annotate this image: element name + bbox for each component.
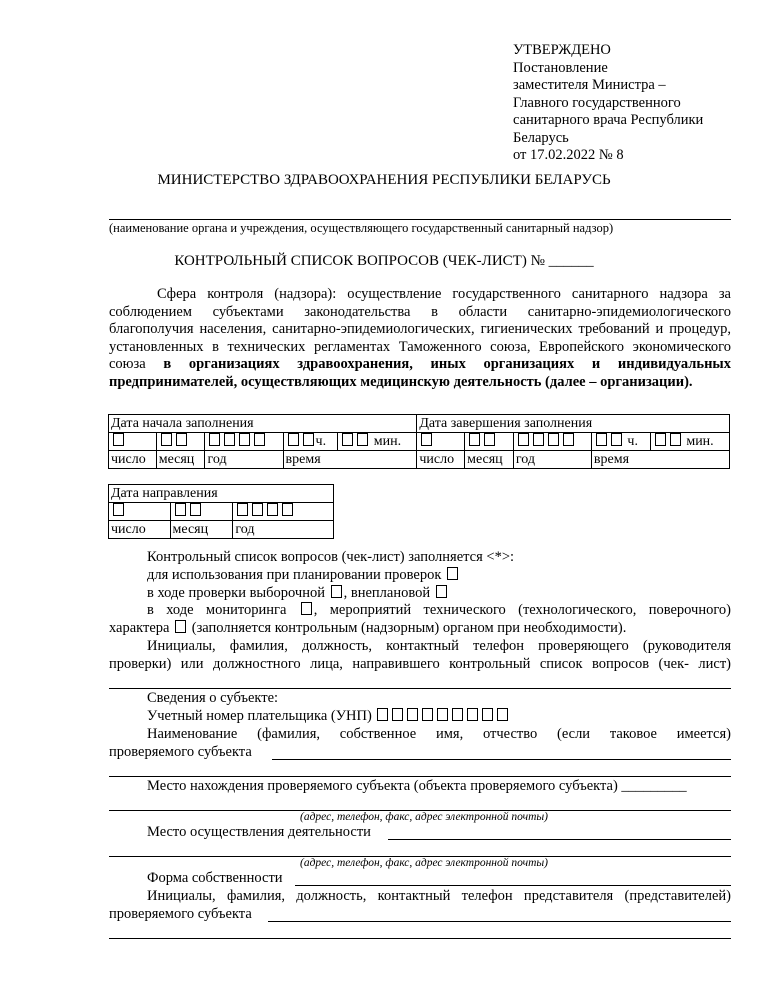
- monitoring-checkbox-icon[interactable]: [301, 602, 312, 615]
- approval-line: Главного государственного: [513, 94, 681, 111]
- start-month-boxes[interactable]: [156, 433, 205, 451]
- year-label: год: [513, 451, 591, 469]
- start-minutes-boxes[interactable]: [338, 433, 417, 451]
- approval-line: заместителя Министра –: [513, 77, 666, 93]
- checkbox-icon[interactable]: [239, 433, 250, 446]
- end-month-boxes[interactable]: [465, 433, 514, 451]
- subject-name-field[interactable]: [272, 759, 731, 760]
- activity-address-caption: (адрес, телефон, факс, адрес электронной почты): [300, 857, 548, 869]
- hours-label: ч.: [627, 434, 638, 449]
- time-label: время: [283, 451, 417, 469]
- minutes-label: мин.: [686, 434, 714, 449]
- ministry-heading: МИНИСТЕРСТВО ЗДРАВООХРАНЕНИЯ РЕСПУБЛИКИ БЕЛАРУСЬ: [157, 172, 611, 188]
- checkbox-icon[interactable]: [670, 433, 681, 446]
- checkbox-icon[interactable]: [252, 503, 263, 516]
- checkbox-icon[interactable]: [176, 433, 187, 446]
- checkbox-icon[interactable]: [161, 433, 172, 446]
- checkbox-icon[interactable]: [533, 433, 544, 446]
- filled-intro: Контрольный список вопросов (чек-лист) заполняется <*>:: [147, 549, 515, 565]
- unp-digit-box-icon[interactable]: [497, 708, 508, 721]
- checkbox-icon[interactable]: [267, 503, 278, 516]
- approval-line: Постановление: [513, 59, 608, 76]
- direction-year-boxes[interactable]: [233, 503, 334, 521]
- end-minutes-boxes[interactable]: [650, 433, 729, 451]
- inspector-initials-line1: Инициалы, фамилия, должность, контактный телефон проверяющего (руководителя: [147, 638, 731, 654]
- approval-line: санитарного врача Республики: [513, 112, 704, 128]
- unp-digit-box-icon[interactable]: [377, 708, 388, 721]
- start-date-label: Дата начала заполнения: [109, 415, 417, 433]
- org-name-line[interactable]: [109, 219, 731, 220]
- unscheduled-checkbox-icon[interactable]: [436, 585, 447, 598]
- activity-place-field[interactable]: [388, 839, 731, 840]
- checkbox-icon[interactable]: [342, 433, 353, 446]
- option-planning-label: для использования при планировании проверок: [147, 567, 442, 583]
- day-label: число: [109, 521, 171, 539]
- subject-name-line1: Наименование (фамилия, собственное имя, отчество (если таковое имеется): [147, 726, 731, 742]
- checkbox-icon[interactable]: [563, 433, 574, 446]
- dates-table: [108, 414, 730, 469]
- unp-digit-box-icon[interactable]: [407, 708, 418, 721]
- end-day-boxes[interactable]: [417, 433, 465, 451]
- inspector-initials-field[interactable]: [109, 688, 731, 689]
- unp-digit-box-icon[interactable]: [467, 708, 478, 721]
- checklist-title: КОНТРОЛЬНЫЙ СПИСОК ВОПРОСОВ (ЧЕК-ЛИСТ) № ______: [174, 253, 594, 269]
- location-label: Место нахождения проверяемого субъекта (объекта проверяемого субъекта) _________: [147, 778, 687, 794]
- checkbox-icon[interactable]: [175, 503, 186, 516]
- representative-field-2[interactable]: [109, 938, 731, 939]
- approval-date: от 17.02.2022 № 8: [513, 147, 624, 163]
- checkbox-icon[interactable]: [282, 503, 293, 516]
- end-hours-boxes[interactable]: [591, 433, 650, 451]
- checkbox-icon[interactable]: [421, 433, 432, 446]
- checkbox-icon[interactable]: [190, 503, 201, 516]
- checkbox-icon[interactable]: [518, 433, 529, 446]
- year-label: год: [205, 451, 283, 469]
- unp-digit-box-icon[interactable]: [452, 708, 463, 721]
- checkbox-icon[interactable]: [288, 433, 299, 446]
- inspector-initials-line2: проверки) или должностного лица, направившего контрольный список вопросов (чек- лист): [109, 656, 731, 672]
- location-address-caption: (адрес, телефон, факс, адрес электронной почты): [300, 811, 548, 823]
- planning-checkbox-icon[interactable]: [447, 567, 458, 580]
- direction-table: [108, 484, 334, 539]
- end-year-boxes[interactable]: [513, 433, 591, 451]
- checkbox-icon[interactable]: [655, 433, 666, 446]
- ownership-label: Форма собственности: [147, 870, 283, 886]
- option-monitoring: [147, 602, 731, 619]
- checkbox-icon[interactable]: [596, 433, 607, 446]
- checkbox-icon[interactable]: [254, 433, 265, 446]
- nature-checkbox-icon[interactable]: [175, 620, 186, 633]
- unp-row: [147, 708, 510, 725]
- scope-bold-text: в организациях здравоохранения, иных организациях и индивидуальных предпринимателей, осуществляющих медицинскую деятельность (далее – организации).: [109, 356, 731, 390]
- start-hours-boxes[interactable]: [283, 433, 338, 451]
- direction-month-boxes[interactable]: [170, 503, 233, 521]
- representative-field[interactable]: [268, 921, 731, 922]
- checkbox-icon[interactable]: [357, 433, 368, 446]
- day-label: число: [109, 451, 157, 469]
- approval-line: Беларусь: [513, 129, 569, 146]
- subject-name-label: проверяемого субъекта: [109, 744, 252, 760]
- checkbox-icon[interactable]: [224, 433, 235, 446]
- option-nature-label: характера: [109, 620, 170, 636]
- checkbox-icon[interactable]: [113, 503, 124, 516]
- option-during-check: [147, 585, 449, 602]
- checkbox-icon[interactable]: [611, 433, 622, 446]
- direction-date-label: Дата направления: [109, 485, 334, 503]
- day-label: число: [417, 451, 465, 469]
- month-label: месяц: [170, 521, 233, 539]
- org-caption: (наименование органа и учреждения, осуществляющего государственный санитарный надзор): [109, 221, 614, 235]
- option-planning: [147, 567, 460, 584]
- representative-line1: Инициалы, фамилия, должность, контактный телефон представителя (представителей): [147, 888, 731, 904]
- unp-digit-box-icon[interactable]: [437, 708, 448, 721]
- start-year-boxes[interactable]: [205, 433, 283, 451]
- checkbox-icon[interactable]: [484, 433, 495, 446]
- selective-checkbox-icon[interactable]: [331, 585, 342, 598]
- unp-digit-box-icon[interactable]: [422, 708, 433, 721]
- time-label: время: [591, 451, 729, 469]
- unp-digit-box-icon[interactable]: [482, 708, 493, 721]
- scope-text: Сфера контроля (надзора): осуществление государственного санитарного надзора за соблюдением субъектами законодательства в области санитарно-эпидемиологического благополучия населения, санитарно-эпидемиологических, гигиенических требований и процедур, установленных в технических регламентах Таможенного союза, Европейского экономического союза: [109, 286, 731, 372]
- checkbox-icon[interactable]: [469, 433, 480, 446]
- representative-label: проверяемого субъекта: [109, 906, 252, 922]
- end-date-label: Дата завершения заполнения: [417, 415, 730, 433]
- month-label: месяц: [465, 451, 514, 469]
- approval-block: [513, 42, 703, 165]
- activity-place-label: Место осуществления деятельности: [147, 824, 371, 840]
- checkbox-icon[interactable]: [113, 433, 124, 446]
- direction-day-boxes[interactable]: [109, 503, 171, 521]
- checkbox-icon[interactable]: [209, 433, 220, 446]
- option-monitoring-label: в ходе мониторинга: [147, 602, 287, 618]
- option-nature-tail: (заполняется контрольным (надзорным) органом при необходимости).: [191, 620, 627, 636]
- subject-header: Сведения о субъекте:: [147, 690, 279, 706]
- unp-label: Учетный номер плательщика (УНП): [147, 708, 372, 724]
- ownership-field[interactable]: [295, 885, 731, 886]
- month-label: месяц: [156, 451, 205, 469]
- year-label: год: [233, 521, 334, 539]
- checkbox-icon[interactable]: [303, 433, 314, 446]
- checkbox-icon[interactable]: [548, 433, 559, 446]
- option-selective-label: в ходе проверки выборочной: [147, 585, 325, 601]
- option-nature: [109, 620, 626, 637]
- option-monitoring-tail: , мероприятий технического (технологического, поверочного): [313, 602, 732, 618]
- subject-name-field-2[interactable]: [109, 776, 731, 777]
- option-unscheduled-label: , внеплановой: [343, 585, 431, 601]
- hours-label: ч.: [315, 434, 327, 449]
- minutes-label: мин.: [373, 434, 402, 449]
- unp-digit-box-icon[interactable]: [392, 708, 403, 721]
- scope-paragraph: [109, 286, 731, 391]
- approval-line: УТВЕРЖДЕНО: [513, 42, 611, 58]
- checkbox-icon[interactable]: [237, 503, 248, 516]
- start-day-boxes[interactable]: [109, 433, 157, 451]
